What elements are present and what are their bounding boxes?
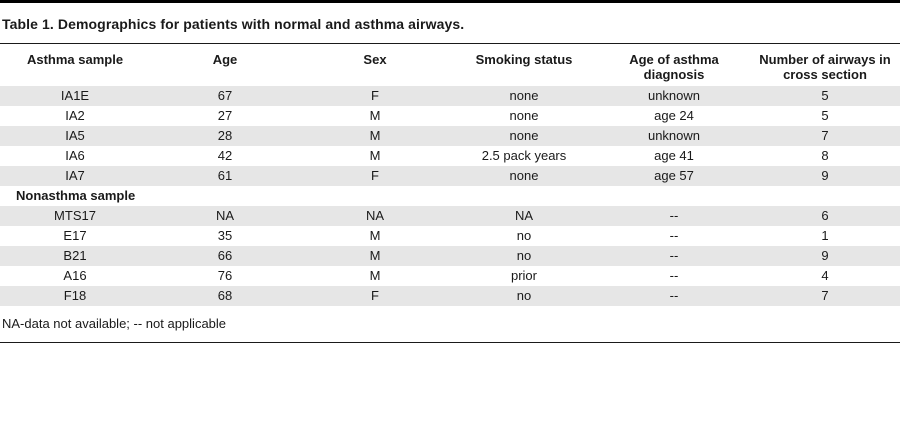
cell-sample: IA7	[0, 166, 150, 186]
cell-smoking: none	[450, 86, 598, 106]
cell-sample: MTS17	[0, 206, 150, 226]
column-header-diagnosis-age: Age of asthma diagnosis	[629, 52, 719, 82]
table-row	[0, 246, 900, 266]
cell-sample: IA6	[65, 148, 85, 163]
demographics-table	[0, 50, 900, 306]
column-header-airways: Number of airways in cross section	[759, 52, 891, 82]
cell-smoking: none	[450, 166, 598, 186]
caption-divider	[0, 43, 900, 44]
cell-sex: F	[300, 286, 450, 306]
column-header-age: Age	[212, 52, 238, 67]
bottom-rule	[0, 342, 900, 343]
cell-smoking: none	[509, 108, 539, 123]
cell-smoking: no	[450, 286, 598, 306]
cell-sample: E17	[63, 228, 87, 243]
cell-sample: F18	[0, 286, 150, 306]
cell-diagnosis-age: --	[669, 268, 679, 283]
cell-airways: 6	[750, 206, 900, 226]
cell-sex: M	[369, 228, 381, 243]
group-header-row	[0, 186, 900, 206]
cell-diagnosis-age: unknown	[598, 86, 750, 106]
cell-age: 76	[217, 268, 233, 283]
table-caption: Table 1. Demographics for patients with normal and asthma airways.	[2, 16, 465, 32]
cell-sample: A16	[63, 268, 87, 283]
table-row	[0, 166, 900, 186]
cell-diagnosis-age: --	[598, 246, 750, 266]
nonasthma-group-label: Nonasthma sample	[16, 188, 136, 203]
cell-sex: M	[369, 108, 381, 123]
cell-diagnosis-age: age 41	[654, 148, 694, 163]
cell-age: 28	[150, 126, 300, 146]
table-row	[0, 106, 900, 126]
table-footnote: NA-data not available; -- not applicable	[2, 316, 227, 331]
cell-airways: 9	[750, 166, 900, 186]
cell-diagnosis-age: unknown	[598, 126, 750, 146]
cell-diagnosis-age: age 24	[654, 108, 694, 123]
cell-age: 67	[150, 86, 300, 106]
cell-age: 66	[150, 246, 300, 266]
cell-sex: M	[300, 246, 450, 266]
cell-sex: M	[369, 148, 381, 163]
cell-smoking: none	[450, 126, 598, 146]
cell-airways: 9	[750, 246, 900, 266]
table-row	[0, 226, 900, 246]
cell-diagnosis-age: --	[669, 228, 679, 243]
cell-diagnosis-age: --	[598, 286, 750, 306]
cell-diagnosis-age: age 57	[598, 166, 750, 186]
cell-age: 68	[150, 286, 300, 306]
cell-airways: 5	[821, 108, 829, 123]
cell-airways: 8	[821, 148, 829, 163]
cell-age: 61	[150, 166, 300, 186]
column-header-smoking: Smoking status	[475, 52, 573, 67]
column-header-sex: Sex	[363, 52, 387, 67]
cell-airways: 7	[750, 126, 900, 146]
cell-airways: 4	[821, 268, 829, 283]
cell-sex: F	[300, 166, 450, 186]
cell-airways: 5	[750, 86, 900, 106]
table-row	[0, 266, 900, 286]
cell-airways: 1	[821, 228, 829, 243]
cell-smoking: NA	[450, 206, 598, 226]
cell-age: 42	[217, 148, 233, 163]
cell-sex: M	[300, 126, 450, 146]
table-header-row	[0, 50, 900, 86]
cell-airways: 7	[750, 286, 900, 306]
cell-sex: M	[369, 268, 381, 283]
table-row	[0, 286, 900, 306]
cell-smoking: prior	[510, 268, 537, 283]
table-row	[0, 126, 900, 146]
table-row	[0, 146, 900, 166]
top-rule	[0, 0, 900, 3]
cell-sample: IA1E	[0, 86, 150, 106]
cell-age: NA	[150, 206, 300, 226]
cell-smoking: no	[450, 246, 598, 266]
cell-age: 27	[217, 108, 233, 123]
cell-sample: IA5	[0, 126, 150, 146]
cell-smoking: 2.5 pack years	[481, 148, 567, 163]
table-row	[0, 86, 900, 106]
cell-sex: NA	[300, 206, 450, 226]
cell-sample: IA2	[65, 108, 85, 123]
cell-sample: B21	[0, 246, 150, 266]
table-row	[0, 206, 900, 226]
column-header-sample: Asthma sample	[26, 52, 124, 67]
cell-age: 35	[217, 228, 233, 243]
cell-smoking: no	[516, 228, 532, 243]
cell-sex: F	[300, 86, 450, 106]
cell-diagnosis-age: --	[598, 206, 750, 226]
